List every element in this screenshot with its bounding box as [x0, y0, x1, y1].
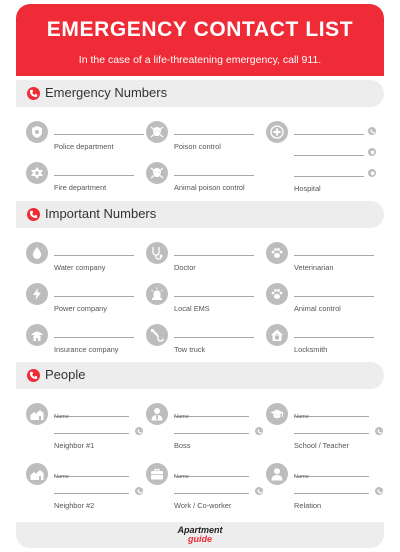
entry-label: Boss [174, 441, 191, 450]
entry-label: Power company [54, 304, 107, 313]
section-header-people [16, 362, 384, 389]
entry-police-department [26, 121, 144, 161]
entry-neighbor-1 [26, 403, 144, 449]
entry-label: Insurance company [54, 345, 119, 354]
police-badge-icon [26, 121, 48, 143]
entry-label: Animal control [294, 304, 341, 313]
entry-poison-control [146, 121, 264, 161]
section-title-emergency: Emergency Numbers [45, 85, 168, 100]
entry-label: Doctor [174, 263, 196, 272]
write-line[interactable] [54, 296, 134, 297]
name-field-label: Name [174, 474, 189, 480]
entry-label: Neighbor #1 [54, 441, 95, 450]
page-subtitle: In the case of a life-threatening emergency, call 911. [78, 54, 322, 66]
entry-label: Animal poison control [174, 183, 245, 192]
entry-animal-poison-control [146, 162, 264, 202]
footer-band [16, 522, 384, 548]
write-line[interactable] [294, 134, 364, 135]
write-line[interactable] [54, 493, 129, 494]
write-line[interactable] [174, 433, 249, 434]
write-line[interactable] [294, 155, 364, 156]
write-line[interactable] [174, 296, 254, 297]
phone-icon [135, 487, 143, 495]
entry-label: Work / Co-worker [174, 501, 232, 510]
logo-text-bottom: guide [188, 534, 212, 544]
entry-label: Veterinarian [294, 263, 334, 272]
phone-icon [375, 487, 383, 495]
name-field-label: Name [54, 474, 69, 480]
phone-icon [375, 427, 383, 435]
entry-power-company [26, 283, 144, 323]
phone-icon [135, 427, 143, 435]
write-line[interactable] [294, 493, 369, 494]
entry-label: Local EMS [174, 304, 210, 313]
entry-water-company [26, 242, 144, 282]
section-title-important: Important Numbers [45, 206, 157, 221]
phone-icon [27, 369, 40, 382]
section-title-people: People [45, 367, 86, 382]
tow-hook-icon [146, 324, 168, 346]
write-line[interactable] [174, 134, 254, 135]
phone-icon [368, 127, 376, 135]
medical-cross-icon [266, 121, 288, 143]
phone-icon [255, 487, 263, 495]
briefcase-icon [146, 463, 168, 485]
name-field-label: Name [294, 414, 309, 420]
write-line[interactable] [54, 433, 129, 434]
neighborhood-icon [26, 463, 48, 485]
entry-label: Poison control [174, 142, 221, 151]
neighborhood-icon [26, 403, 48, 425]
entry-hospital [266, 121, 378, 183]
write-line[interactable] [294, 255, 374, 256]
entry-animal-control [266, 283, 384, 323]
siren-icon [146, 283, 168, 305]
name-field-label: Name [54, 414, 69, 420]
entry-school-teacher [266, 403, 384, 449]
entry-label: Police department [54, 142, 114, 151]
phone-icon [255, 427, 263, 435]
skull-icon [146, 121, 168, 143]
header-banner [16, 4, 384, 76]
write-line[interactable] [294, 337, 374, 338]
water-drop-icon [26, 242, 48, 264]
entry-insurance-company [26, 324, 144, 364]
page-title: EMERGENCY CONTACT LIST [46, 18, 354, 41]
write-line[interactable] [54, 337, 134, 338]
lightning-icon [26, 283, 48, 305]
location-pin-icon [368, 169, 376, 177]
entry-locksmith [266, 324, 384, 364]
stethoscope-icon [146, 242, 168, 264]
entry-label: School / Teacher [294, 441, 349, 450]
entry-doctor [146, 242, 264, 282]
entry-boss [146, 403, 264, 449]
entry-relation [266, 463, 384, 509]
entry-neighbor-2 [26, 463, 144, 509]
phone-icon [27, 208, 40, 221]
phone-icon [27, 87, 40, 100]
paw-icon [266, 283, 288, 305]
write-line[interactable] [174, 175, 254, 176]
entry-label: Fire department [54, 183, 107, 192]
house-umbrella-icon [26, 324, 48, 346]
entry-label-hospital: Hospital [294, 184, 321, 193]
apartment-guide-logo [166, 526, 234, 544]
person-tie-icon [146, 403, 168, 425]
entry-label: Neighbor #2 [54, 501, 95, 510]
person-icon [266, 463, 288, 485]
entry-label: Water company [54, 263, 106, 272]
name-field-label: Name [294, 474, 309, 480]
write-line[interactable] [54, 255, 134, 256]
write-line[interactable] [294, 433, 369, 434]
write-line[interactable] [174, 337, 254, 338]
location-pin-icon [368, 148, 376, 156]
entry-label: Relation [294, 501, 322, 510]
write-line[interactable] [174, 255, 254, 256]
write-line[interactable] [174, 493, 249, 494]
paw-icon [266, 242, 288, 264]
write-line[interactable] [54, 134, 144, 135]
write-line[interactable] [294, 296, 374, 297]
entry-work-coworker [146, 463, 264, 509]
contact-list-page [16, 4, 384, 548]
skull-icon [146, 162, 168, 184]
section-header-important [16, 201, 384, 228]
entry-local-ems [146, 283, 264, 323]
entry-veterinarian [266, 242, 384, 282]
write-line[interactable] [54, 175, 134, 176]
entry-label: Tow truck [174, 345, 206, 354]
fire-department-icon [26, 162, 48, 184]
graduation-cap-icon [266, 403, 288, 425]
house-lock-icon [266, 324, 288, 346]
entry-label: Locksmith [294, 345, 328, 354]
entry-fire-department [26, 162, 144, 202]
write-line[interactable] [294, 176, 364, 177]
section-header-emergency [16, 80, 384, 107]
logo-text-top: Apartment [177, 525, 223, 535]
entry-tow-truck [146, 324, 264, 364]
name-field-label: Name [174, 414, 189, 420]
